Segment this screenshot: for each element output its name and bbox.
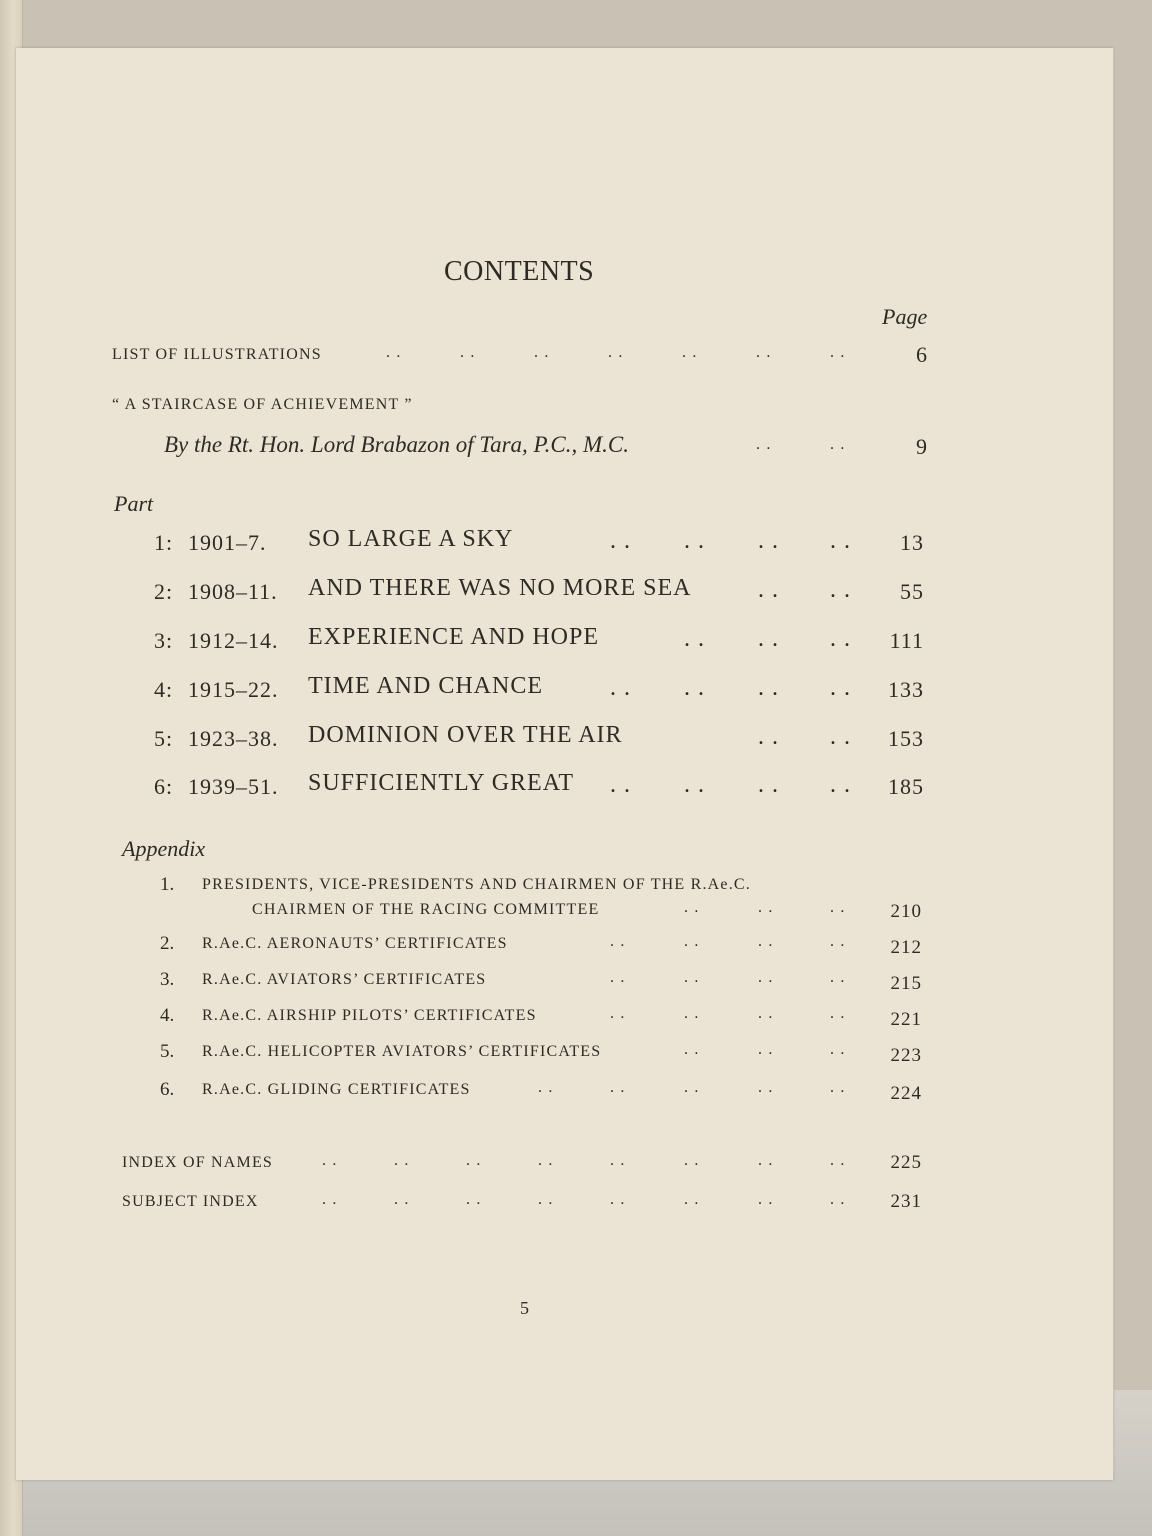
leader-dot: . .: [684, 1191, 700, 1208]
leader-dot: . .: [322, 1191, 338, 1208]
leader-dot: . .: [682, 344, 698, 361]
leader-dot: . .: [460, 344, 476, 361]
entry-page: 6: [916, 342, 928, 367]
appendix-title: R.Ae.C. GLIDING CERTIFICATES: [202, 1081, 471, 1098]
leader-dot: . .: [830, 528, 851, 554]
leader-dot: . .: [830, 772, 851, 798]
leader-dot: . .: [610, 1005, 626, 1022]
leader-dot: . .: [758, 1191, 774, 1208]
appendix-title-line2: CHAIRMEN OF THE RACING COMMITTEE: [252, 901, 600, 918]
appendix-number: 6.: [160, 1079, 175, 1100]
leader-dot: . .: [684, 626, 705, 652]
leader-dot: . .: [684, 528, 705, 554]
part-title: SO LARGE A SKY: [308, 526, 514, 552]
leader-dot: . .: [758, 1079, 774, 1096]
part-number: 6:: [154, 774, 174, 799]
part-label: Part: [114, 491, 154, 516]
leader-dot: . .: [758, 899, 774, 916]
leader-dot: . .: [322, 1152, 338, 1169]
leader-dot: . .: [758, 626, 779, 652]
entry-page: 225: [890, 1152, 922, 1173]
appendix-number: 1.: [160, 874, 175, 895]
leader-dot: . .: [610, 933, 626, 950]
appendix-title: R.Ae.C. AVIATORS’ CERTIFICATES: [202, 971, 487, 988]
part-title: AND THERE WAS NO MORE SEA: [308, 575, 692, 601]
leader-dot: . .: [830, 577, 851, 603]
part-number: 5:: [154, 726, 174, 751]
leader-dot: . .: [394, 1152, 410, 1169]
leader-dot: . .: [610, 1152, 626, 1169]
page-column-label: Page: [882, 304, 928, 329]
leader-dot: . .: [758, 1041, 774, 1058]
page-title: CONTENTS: [444, 256, 595, 287]
leader-dot: . .: [610, 772, 631, 798]
leader-dot: . .: [610, 528, 631, 554]
leader-dot: . .: [756, 344, 772, 361]
part-years: 1923–38.: [188, 726, 279, 751]
leader-dot: . .: [758, 1005, 774, 1022]
part-number: 3:: [154, 628, 174, 653]
leader-dot: . .: [830, 969, 846, 986]
leader-dot: . .: [684, 1152, 700, 1169]
leader-dot: . .: [534, 344, 550, 361]
index-title: SUBJECT INDEX: [122, 1193, 259, 1210]
part-title: EXPERIENCE AND HOPE: [308, 624, 600, 650]
leader-dot: . .: [758, 933, 774, 950]
entry-page: 210: [890, 901, 922, 922]
entry-page: 153: [888, 726, 924, 751]
appendix-label: Appendix: [122, 836, 206, 861]
index-title: INDEX OF NAMES: [122, 1154, 274, 1171]
leader-dot: . .: [684, 899, 700, 916]
entry-page: 212: [890, 937, 922, 958]
part-number: 4:: [154, 677, 174, 702]
entry-page: 221: [890, 1009, 922, 1030]
leader-dot: . .: [758, 528, 779, 554]
leader-dot: . .: [830, 724, 851, 750]
leader-dot: . .: [758, 577, 779, 603]
appendix-number: 5.: [160, 1041, 175, 1062]
entry-title: LIST OF ILLUSTRATIONS: [112, 346, 322, 363]
leader-dot: . .: [758, 969, 774, 986]
leader-dot: . .: [386, 344, 402, 361]
part-years: 1915–22.: [188, 677, 279, 702]
leader-dot: . .: [466, 1152, 482, 1169]
entry-page: 133: [888, 677, 924, 702]
appendix-number: 2.: [160, 933, 175, 954]
leader-dot: . .: [684, 933, 700, 950]
contents-page: [16, 48, 1113, 1480]
part-title: SUFFICIENTLY GREAT: [308, 770, 575, 796]
part-title: TIME AND CHANCE: [308, 673, 543, 699]
appendix-title: PRESIDENTS, VICE-PRESIDENTS AND CHAIRMEN OF THE R.Ae.C.: [202, 876, 751, 893]
leader-dot: . .: [538, 1191, 554, 1208]
leader-dot: . .: [830, 1152, 846, 1169]
leader-dot: . .: [538, 1152, 554, 1169]
leader-dot: . .: [610, 1079, 626, 1096]
part-number: 1:: [154, 530, 174, 555]
leader-dot: . .: [758, 675, 779, 701]
page-number: 5: [520, 1298, 529, 1318]
leader-dot: . .: [684, 772, 705, 798]
entry-page: 13: [900, 530, 924, 555]
leader-dot: . .: [610, 969, 626, 986]
leader-dot: . .: [830, 899, 846, 916]
part-title: DOMINION OVER THE AIR: [308, 722, 623, 748]
appendix-number: 4.: [160, 1005, 175, 1026]
leader-dot: . .: [830, 1041, 846, 1058]
leader-dot: . .: [684, 1079, 700, 1096]
leader-dot: . .: [684, 1005, 700, 1022]
entry-page: 55: [900, 579, 924, 604]
part-years: 1901–7.: [188, 530, 267, 555]
leader-dot: . .: [830, 675, 851, 701]
part-number: 2:: [154, 579, 174, 604]
leader-dot: . .: [684, 969, 700, 986]
leader-dot: . .: [610, 675, 631, 701]
leader-dot: . .: [466, 1191, 482, 1208]
leader-dot: . .: [830, 933, 846, 950]
entry-title: “ A STAIRCASE OF ACHIEVEMENT ”: [112, 396, 413, 413]
leader-dot: . .: [684, 675, 705, 701]
leader-dot: . .: [608, 344, 624, 361]
part-years: 1939–51.: [188, 774, 279, 799]
entry-page: 9: [916, 434, 928, 459]
leader-dot: . .: [758, 724, 779, 750]
entry-byline: By the Rt. Hon. Lord Brabazon of Tara, P.C., M.C.: [164, 432, 629, 457]
leader-dot: . .: [756, 436, 772, 453]
leader-dot: . .: [830, 1191, 846, 1208]
part-years: 1908–11.: [188, 579, 278, 604]
leader-dot: . .: [758, 1152, 774, 1169]
leader-dot: . .: [610, 1191, 626, 1208]
entry-page: 215: [890, 973, 922, 994]
entry-page: 231: [890, 1191, 922, 1212]
entry-page: 111: [889, 628, 924, 653]
leader-dot: . .: [830, 344, 846, 361]
entry-page: 224: [890, 1083, 922, 1104]
leader-dot: . .: [758, 772, 779, 798]
entry-page: 185: [888, 774, 924, 799]
leader-dot: . .: [830, 1079, 846, 1096]
appendix-title: R.Ae.C. HELICOPTER AVIATORS’ CERTIFICATES: [202, 1043, 602, 1060]
entry-page: 223: [890, 1045, 922, 1066]
appendix-title: R.Ae.C. AERONAUTS’ CERTIFICATES: [202, 935, 508, 952]
leader-dot: . .: [394, 1191, 410, 1208]
appendix-number: 3.: [160, 969, 175, 990]
leader-dot: . .: [538, 1079, 554, 1096]
leader-dot: . .: [830, 626, 851, 652]
part-years: 1912–14.: [188, 628, 279, 653]
leader-dot: . .: [684, 1041, 700, 1058]
leader-dot: . .: [830, 1005, 846, 1022]
appendix-title: R.Ae.C. AIRSHIP PILOTS’ CERTIFICATES: [202, 1007, 537, 1024]
leader-dot: . .: [830, 436, 846, 453]
